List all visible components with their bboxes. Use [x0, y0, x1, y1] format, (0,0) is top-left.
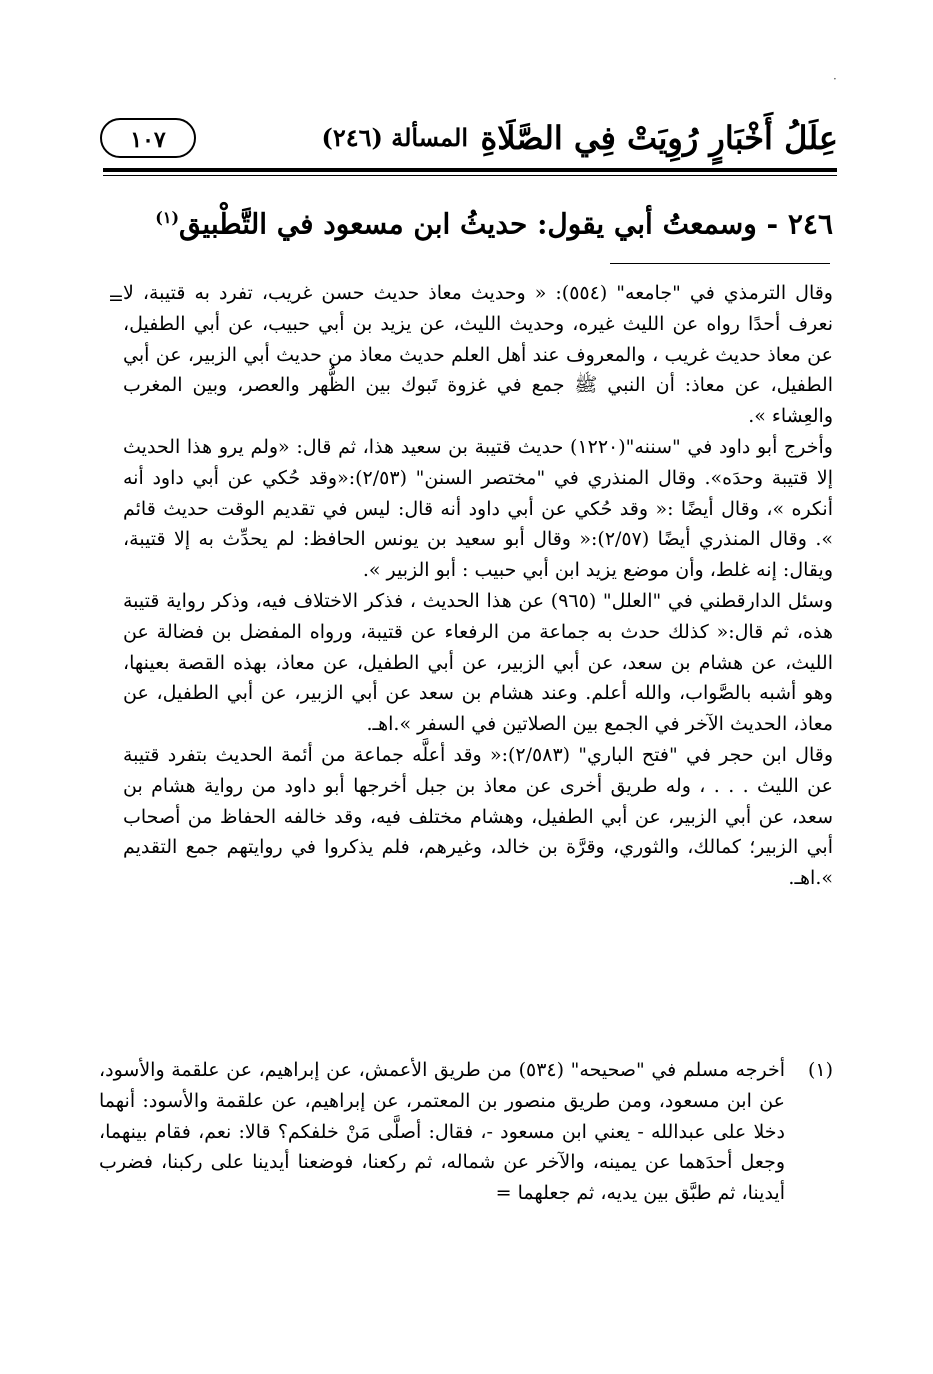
issue-label: المسألة (٢٤٦)	[321, 123, 468, 152]
paragraph-daraqutni: وسئل الدارقطني في "العلل" (٩٦٥) عن هذا الحديث ، فذكر الاختلاف فيه، وذكر رواية قتيبة هذه، ثم قال:« كذلك حدث به جماعة من الرفعاء عن قتيبة، ورواه المفضل بن فضالة عن الليث، عن هشام بن سعد، عن أبي الزبير، عن أبي الطفيل، عن معاذ، بهذه القصة بعينها، وهو أشبه بالصَّواب، والله أعلم. وعند هشام بن سعد عن أبي الزبير، عن أبي الطفيل، عن معاذ، الحديث الآخر في الجمع بين الصلاتين في السفر ».اهـ.	[123, 589, 833, 736]
paragraph-tirmidhi: وقال الترمذي في "جامعه" (٥٥٤): « وحديث معاذ حديث حسن غريب، تفرد به قتيبة، لا نعرف أحدًا رواه عن الليث غيره، وحديث الليث، عن يزيد بن أبي حبيب، عن أبي الطفيل، عن معاذ حديث غريب ، والمعروف عند أهل العلم حديث معاذ من حديث أبي الزبير، عن أبي الطفيل، عن معاذ: أن النبي ﷺ جمع في غزوة تَبوك بين الظُّهر والعصر، وبين المغرب والعِشاء ».	[123, 282, 833, 428]
header-rule-thick	[103, 168, 837, 172]
page-number-badge: ١٠٧	[100, 118, 196, 158]
footnote-continuation-text	[123, 278, 833, 894]
footnote-reference: (١)	[155, 208, 180, 227]
section-heading	[99, 190, 833, 252]
paragraph-abu-dawud: وأخرج أبو داود في "سننه"(١٢٢٠) حديث قتيبة بن سعيد هذا، ثم قال: «ولم يرو هذا الحديث إلا قتيبة وحدَه». وقال المنذري في "مختصر السنن" (٢/٥٣):«وقد حُكي عن أبي داود أنه أنكره »، وقال أيضًا :« وقد حُكي عن أبي داود أنه قال: ليس في تقديم الوقت حديث قائم ». وقال المنذري أيضًا (٢/٥٧):« وقال أبو سعيد بن يونس الحافظ: لم يحدِّث به إلا قتيبة، ويقال: إنه غلط، وأن موضع يزيد ابن أبي حبيب : أبو الزبير ».	[123, 435, 833, 582]
continuation-mark: =	[108, 287, 124, 309]
footnote-number: (١)	[807, 1059, 833, 1081]
header-rule-thin	[103, 175, 837, 176]
running-header	[100, 112, 838, 170]
scan-speck: ·	[833, 72, 837, 86]
footnote-text: أخرجه مسلم في "صحيحه" (٥٣٤) من طريق الأعمش، عن إبراهيم، عن علقمة والأسود، عن ابن مسعود، ومن طريق منصور بن المعتمر، عن إبراهيم، عن علقمة والأسود: أنهما دخلا على عبدالله - يعني ابن مسعود -، فقال: أصلَّى مَنْ خلفكم؟ قالا: نعم، فقام بينهما، وجعل أحدَهما عن يمينه، والآخر عن شماله، ثم ركعنا، فوضعنا أيدينا على ركبنا، فضرب أيدينا، ثم طبَّق بين يديه، ثم جعلهما =	[99, 1059, 785, 1205]
section-heading-text: ٢٤٦ - وسمعتُ أبي يقول: حديثُ ابن مسعود في التَّطْبيق	[179, 207, 833, 241]
footnote-separator	[610, 263, 830, 264]
book-title: عِلَلُ أَخْبَارٍ رُوِيَتْ فِي الصَّلَاةِ	[480, 119, 838, 157]
footnote-1	[99, 1055, 833, 1209]
paragraph-ibn-hajar: وقال ابن حجر في "فتح الباري" (٢/٥٨٣):« وقد أعلَّه جماعة من أئمة الحديث بتفرد قتيبة عن الليث . . . ، وله طريق أخرى عن معاذ بن جبل أخرجها أبو داود من رواية هشام بن سعد، عن أبي الزبير، عن أبي الطفيل، وهشام مختلف فيه، وقد خالفه الحفاظ من أصحاب أبي الزبير؛ كمالك، والثوري، وقرَّة بن خالد، وغيرهم، فلم يذكروا في روايتهم جمع التقديم ».اهـ.	[123, 743, 834, 890]
